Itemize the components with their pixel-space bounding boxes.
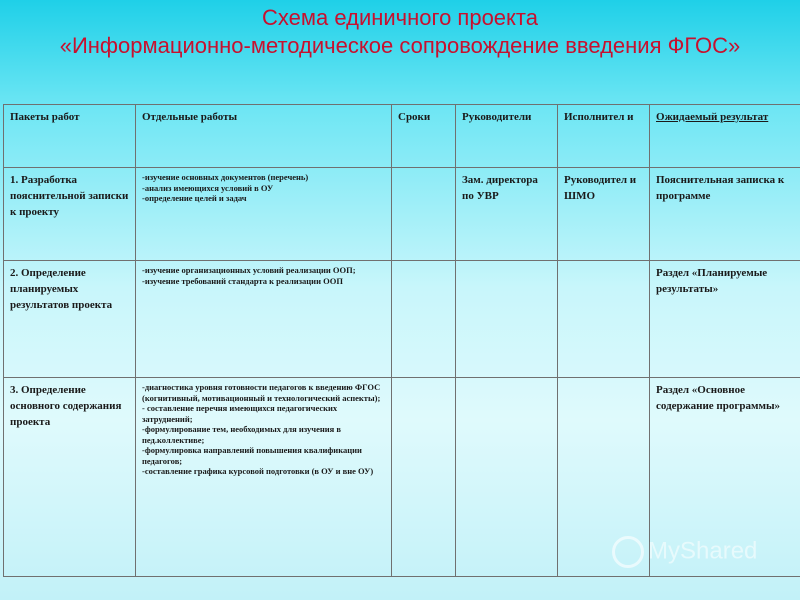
slide-title [0,4,800,60]
row-1-works [136,168,392,261]
work-item: -изучение требований стандарта к реализации ООП [142,275,343,286]
work-item: -диагностика уровня готовности педагогов к введению ФГОС (когнитивный, мотивационный и технологический аспекты); [142,382,381,403]
row-1-result: Пояснительная записка к программе [650,168,800,261]
row-3-package: 3. Определение основного содержания проекта [4,378,136,577]
header-managers: Руководители [456,105,558,168]
header-executors: Исполнител и [558,105,650,168]
row-2-works [136,261,392,378]
row-1-package: 1. Разработка пояснительной записки к проекту [4,168,136,261]
watermark [612,536,757,568]
work-item: - составление перечня имеющихся педагогических затруднений; [142,403,338,424]
table-row [4,261,800,378]
header-deadlines: Сроки [392,105,456,168]
row-2-package: 2. Определение планируемых результатов проекта [4,261,136,378]
table-header-row [4,105,800,168]
row-3-deadline [392,378,456,577]
title-line-2: «Информационно-методическое сопровождение введения ФГОС» [59,33,741,58]
work-item: -анализ имеющихся условий в ОУ [142,182,274,193]
header-work-packages: Пакеты работ [4,105,136,168]
work-item: -формулировка направлений повышения квалификации педагогов; [142,445,362,466]
row-2-deadline [392,261,456,378]
row-3-result: Раздел «Основное содержание программы» [650,378,800,577]
work-item: -формулирование тем, необходимых для изучения в пед.коллективе; [142,424,341,445]
header-individual-works: Отдельные работы [136,105,392,168]
row-1-deadline [392,168,456,261]
row-3-managers [456,378,558,577]
row-3-works [136,378,392,577]
watermark-logo-icon [612,536,644,568]
row-2-result: Раздел «Планируемые результаты» [650,261,800,378]
row-1-managers: Зам. директора по УВР [456,168,558,261]
title-line-1: Схема единичного проекта [262,5,538,30]
work-item: -определение целей и задач [142,193,247,203]
row-2-managers [456,261,558,378]
header-expected-result: Ожидаемый результат [650,105,800,168]
row-2-executors [558,261,650,378]
work-item: -изучение основных документов (перечень) [142,172,309,182]
row-1-executors: Руководител и ШМО [558,168,650,261]
watermark-text: MyShared [648,537,758,565]
project-scheme-table [3,104,800,577]
table-row [4,168,800,261]
work-item: -составление графика курсовой подготовки (в ОУ и вне ОУ) [142,466,374,476]
work-item: -изучение организационных условий реализации ООП; [142,265,356,275]
